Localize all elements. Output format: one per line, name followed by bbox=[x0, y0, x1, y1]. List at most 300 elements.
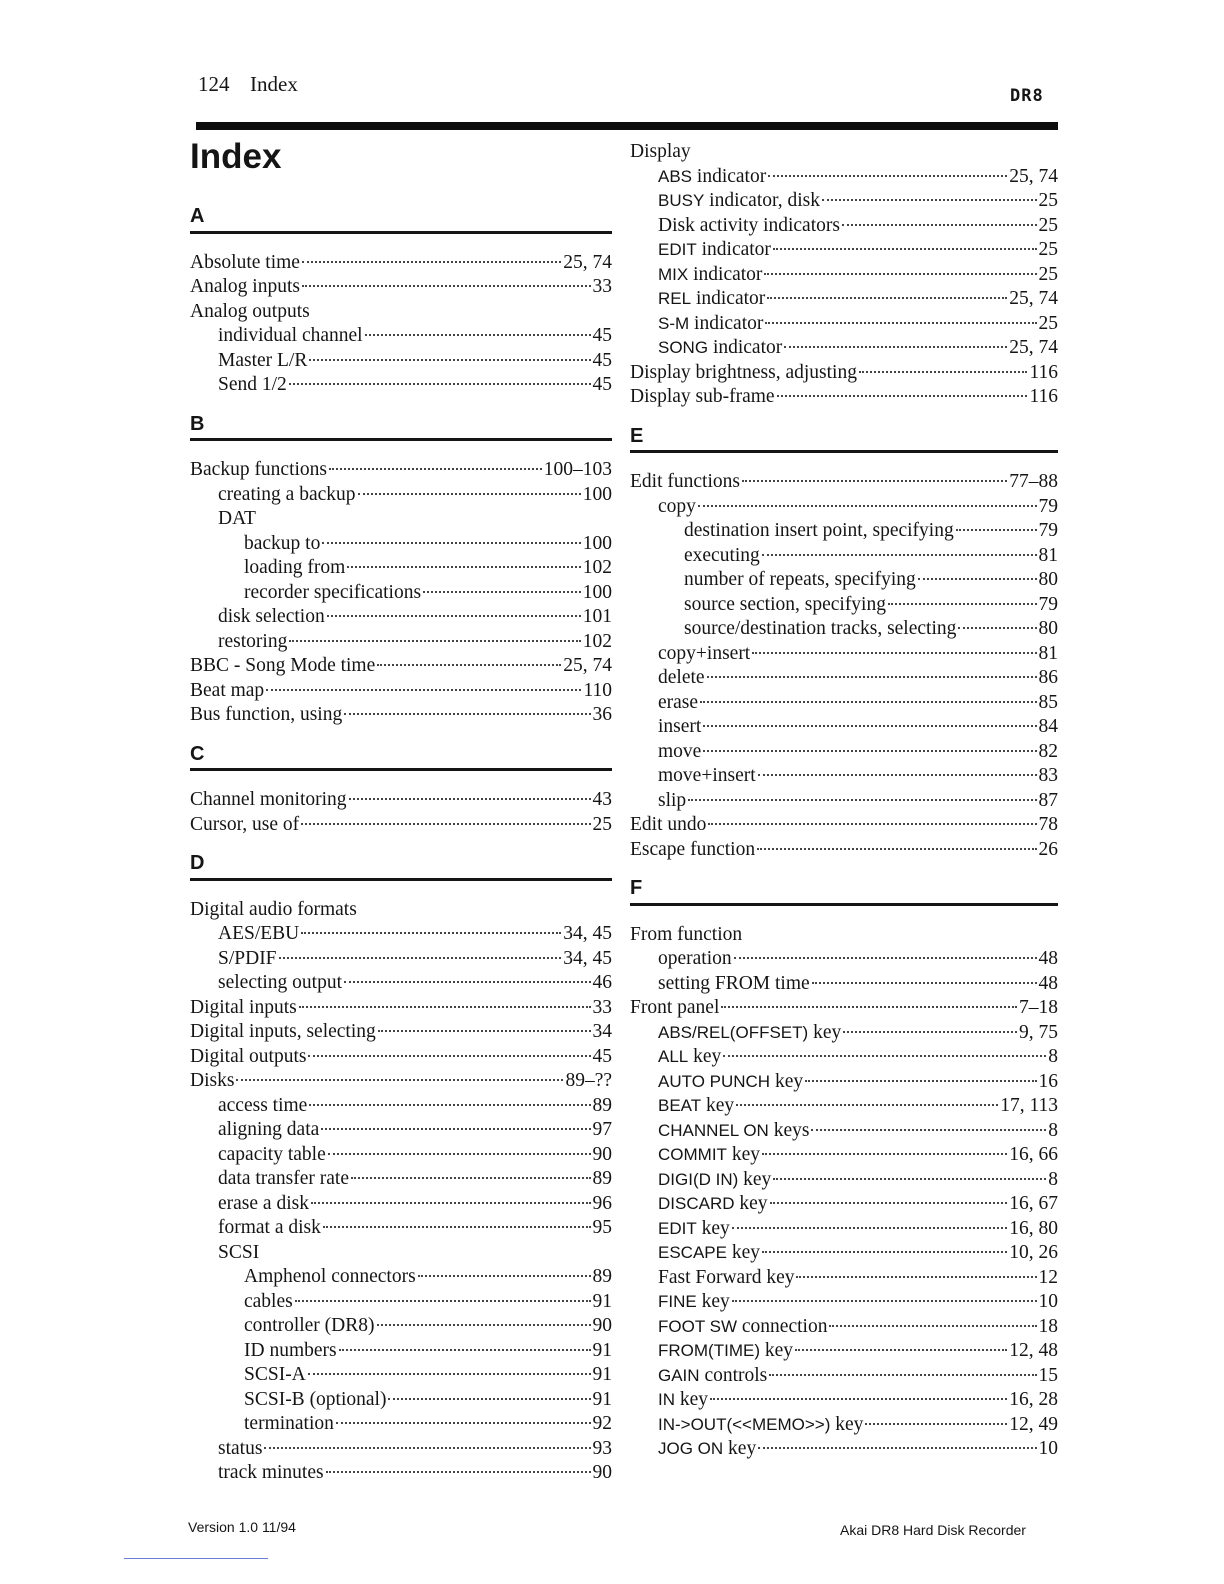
index-entry bbox=[630, 1070, 1058, 1095]
entry-term-group bbox=[658, 1021, 841, 1046]
entry-pages: 100 bbox=[582, 483, 612, 505]
index-entry bbox=[190, 1265, 612, 1290]
section-letter-heading: F bbox=[630, 877, 643, 899]
entry-pages: 12 bbox=[1038, 1266, 1058, 1288]
entry-term: disk selection bbox=[218, 606, 325, 627]
entry-term: key bbox=[731, 1144, 760, 1165]
entry-term: S/PDIF bbox=[218, 947, 277, 969]
entry-term: copy bbox=[658, 495, 696, 517]
entry-term-group bbox=[658, 495, 696, 520]
dot-leader bbox=[703, 725, 1036, 727]
entry-term: controls bbox=[704, 1364, 768, 1386]
index-entry bbox=[630, 1168, 1058, 1193]
entry-pages: 7–18 bbox=[1019, 997, 1058, 1018]
index-entry bbox=[190, 947, 612, 972]
index-entry bbox=[190, 605, 612, 630]
dot-leader bbox=[344, 981, 590, 983]
entry-term-group bbox=[684, 568, 916, 593]
entry-term-group bbox=[658, 972, 810, 997]
entry-pages: 81 bbox=[1038, 544, 1058, 566]
entry-term: key bbox=[701, 1291, 730, 1312]
entry-key-label: S-M bbox=[658, 313, 690, 333]
entry-term: key bbox=[701, 1217, 730, 1239]
index-entry bbox=[630, 140, 1058, 165]
index-entry bbox=[630, 1364, 1058, 1389]
index-entry bbox=[630, 519, 1058, 544]
entry-pages: 90 bbox=[592, 1315, 612, 1336]
index-entry bbox=[190, 1363, 612, 1388]
index-entry bbox=[630, 715, 1058, 740]
dot-leader bbox=[723, 1055, 1046, 1057]
index-entry bbox=[190, 251, 612, 276]
entry-pages: 100 bbox=[582, 581, 612, 603]
index-entry bbox=[190, 532, 612, 557]
entry-term-group bbox=[658, 1339, 793, 1364]
entry-term-group bbox=[630, 813, 706, 838]
entry-term-group bbox=[218, 1241, 259, 1266]
dot-leader bbox=[321, 1128, 590, 1130]
dot-leader bbox=[418, 1275, 591, 1277]
index-entry bbox=[630, 1192, 1058, 1217]
entry-term-group bbox=[218, 1167, 349, 1192]
entry-pages: 102 bbox=[582, 557, 612, 578]
index-entry bbox=[630, 617, 1058, 642]
dot-leader bbox=[859, 371, 1028, 373]
entry-pages: 87 bbox=[1038, 789, 1058, 811]
entry-term-group bbox=[658, 1094, 734, 1119]
entry-term: insert bbox=[658, 716, 702, 737]
dot-leader bbox=[784, 346, 1007, 348]
entry-term: Master L/R bbox=[218, 349, 308, 371]
entry-key-label: JOG ON bbox=[658, 1439, 724, 1458]
entry-term: SCSI bbox=[218, 1241, 260, 1263]
index-entry bbox=[630, 923, 1058, 948]
entry-term-group bbox=[658, 947, 732, 972]
entry-term: Fast Forward key bbox=[658, 1266, 795, 1288]
index-entry bbox=[630, 666, 1058, 691]
entry-pages: 85 bbox=[1038, 691, 1058, 713]
entry-term-group bbox=[218, 971, 342, 996]
entry-term: Digital inputs bbox=[190, 996, 297, 1018]
entry-pages: 25 bbox=[1038, 239, 1058, 260]
index-column-left bbox=[190, 134, 612, 1486]
section-letter-heading: B bbox=[190, 412, 205, 435]
entry-term: status bbox=[218, 1437, 263, 1459]
entry-term: move+insert bbox=[658, 765, 756, 786]
entry-term: DAT bbox=[218, 508, 256, 529]
entry-term-group bbox=[684, 617, 956, 642]
entry-term-group bbox=[658, 336, 782, 361]
entry-term: Display brightness, adjusting bbox=[630, 361, 857, 383]
entry-term-group bbox=[190, 898, 357, 923]
entry-term-group bbox=[630, 140, 691, 165]
index-entry bbox=[630, 972, 1058, 997]
index-entry bbox=[190, 1094, 612, 1119]
entry-term: Edit functions bbox=[630, 471, 740, 492]
entry-key-label: BEAT bbox=[658, 1096, 702, 1115]
dot-leader bbox=[758, 1447, 1036, 1449]
entry-term: setting FROM time bbox=[658, 972, 810, 994]
entry-pages: 10 bbox=[1038, 1438, 1058, 1459]
entry-term: controller (DR8) bbox=[244, 1315, 375, 1336]
entry-key-label: ABS bbox=[658, 166, 693, 186]
dot-leader bbox=[736, 1104, 998, 1106]
entry-term-group bbox=[218, 324, 363, 349]
section-divider bbox=[630, 903, 1058, 906]
entry-key-label: REL bbox=[658, 289, 692, 308]
dot-leader bbox=[796, 1276, 1036, 1278]
entry-term-group bbox=[658, 1217, 730, 1242]
dot-leader bbox=[365, 334, 591, 336]
index-entry bbox=[190, 813, 612, 838]
entry-term: Absolute time bbox=[190, 251, 300, 273]
entry-term: Bus function, using bbox=[190, 704, 343, 725]
dot-leader bbox=[708, 823, 1036, 825]
dot-leader bbox=[918, 578, 1037, 580]
entry-term: ID numbers bbox=[244, 1339, 337, 1361]
dot-leader bbox=[329, 468, 542, 470]
entry-term-group bbox=[218, 373, 287, 398]
entry-pages: 46 bbox=[592, 972, 612, 993]
entry-pages: 91 bbox=[592, 1388, 612, 1410]
entry-pages: 80 bbox=[1038, 618, 1058, 639]
dot-leader bbox=[336, 1422, 591, 1424]
entry-term: Backup functions bbox=[190, 459, 328, 480]
entry-term-group bbox=[630, 385, 775, 410]
dot-leader bbox=[295, 1300, 591, 1302]
entry-term-group bbox=[658, 165, 766, 190]
entry-pages: 45 bbox=[592, 349, 612, 371]
entry-term: Analog outputs bbox=[190, 300, 310, 322]
entry-pages: 97 bbox=[592, 1119, 612, 1140]
index-entry bbox=[630, 1388, 1058, 1413]
dot-leader bbox=[266, 689, 581, 691]
index-entry bbox=[630, 1241, 1058, 1266]
dot-leader bbox=[289, 383, 591, 385]
dot-leader bbox=[264, 1447, 590, 1449]
entry-pages: 93 bbox=[592, 1437, 612, 1459]
entry-term: copy+insert bbox=[658, 642, 751, 664]
index-entry bbox=[630, 1045, 1058, 1070]
index-entry bbox=[190, 349, 612, 374]
entry-term-group bbox=[244, 556, 345, 581]
entry-pages: 48 bbox=[1038, 972, 1058, 994]
entry-term-group bbox=[630, 838, 755, 863]
entry-pages: 91 bbox=[592, 1339, 612, 1361]
dot-leader bbox=[378, 1030, 591, 1032]
entry-term-group bbox=[658, 1070, 803, 1095]
entry-term: selecting output bbox=[218, 972, 343, 993]
index-entry bbox=[190, 1339, 612, 1364]
footer-product: Akai DR8 Hard Disk Recorder bbox=[840, 1522, 1026, 1538]
entry-term: key bbox=[743, 1168, 772, 1190]
index-entry bbox=[630, 263, 1058, 288]
entry-term-group bbox=[218, 507, 256, 532]
entry-term-group bbox=[218, 1094, 307, 1119]
entry-term: key bbox=[728, 1438, 757, 1459]
entry-key-label: IN bbox=[658, 1390, 675, 1409]
entry-term: Disk activity indicators bbox=[658, 214, 840, 236]
section-letter-heading: C bbox=[190, 742, 205, 765]
entry-pages: 45 bbox=[592, 1045, 612, 1067]
entry-pages: 33 bbox=[592, 996, 612, 1018]
entry-term: creating a backup bbox=[218, 483, 356, 505]
entry-pages: 15 bbox=[1038, 1364, 1058, 1386]
index-entry bbox=[630, 838, 1058, 863]
entry-term: restoring bbox=[218, 630, 288, 652]
entry-term-group bbox=[684, 593, 886, 618]
dot-leader bbox=[769, 1374, 1036, 1376]
dot-leader bbox=[767, 297, 1007, 299]
entry-term: Digital audio formats bbox=[190, 898, 357, 920]
dot-leader bbox=[762, 1153, 1007, 1155]
entry-pages: 12, 48 bbox=[1009, 1340, 1058, 1361]
index-entry bbox=[630, 1413, 1058, 1438]
entry-pages: 16, 28 bbox=[1009, 1389, 1058, 1410]
entry-pages: 95 bbox=[592, 1217, 612, 1238]
dot-leader bbox=[301, 823, 590, 825]
entry-term-group bbox=[218, 1118, 319, 1143]
index-entry bbox=[190, 1241, 612, 1266]
entry-term-group bbox=[244, 1388, 386, 1413]
entry-term: Digital inputs, selecting bbox=[190, 1021, 376, 1042]
index-entry bbox=[630, 495, 1058, 520]
entry-pages: 34 bbox=[592, 1021, 612, 1042]
entry-term: aligning data bbox=[218, 1119, 320, 1140]
dot-leader bbox=[956, 529, 1037, 531]
entry-pages: 34, 45 bbox=[563, 923, 612, 944]
entry-pages: 91 bbox=[592, 1364, 612, 1385]
entry-term: source/destination tracks, selecting bbox=[684, 618, 957, 639]
entry-key-label: GAIN bbox=[658, 1365, 700, 1385]
dot-leader bbox=[302, 285, 591, 287]
entry-term-group bbox=[658, 263, 762, 288]
entry-term-group bbox=[190, 813, 299, 838]
index-entry bbox=[190, 507, 612, 532]
dot-leader bbox=[768, 175, 1007, 177]
entry-pages: 9, 75 bbox=[1019, 1021, 1058, 1043]
entry-term-group bbox=[658, 1437, 756, 1462]
entry-term-group bbox=[190, 654, 375, 679]
entry-term: delete bbox=[658, 667, 705, 688]
entry-term: Display sub-frame bbox=[630, 386, 775, 407]
index-entry bbox=[630, 691, 1058, 716]
entry-key-label: CHANNEL ON bbox=[658, 1120, 769, 1140]
entry-term: BBC - Song Mode time bbox=[190, 655, 376, 676]
dot-leader bbox=[423, 591, 581, 593]
entry-pages: 45 bbox=[592, 325, 612, 346]
entry-term-group bbox=[244, 1314, 375, 1339]
entry-term-group bbox=[218, 1216, 321, 1241]
dot-leader bbox=[721, 1006, 1017, 1008]
index-entry bbox=[190, 581, 612, 606]
entry-term: key bbox=[764, 1340, 794, 1361]
entry-pages: 16, 67 bbox=[1009, 1193, 1058, 1214]
entry-pages: 86 bbox=[1038, 667, 1058, 688]
footer-version: Version 1.0 11/94 bbox=[188, 1519, 296, 1535]
entry-pages: 33 bbox=[592, 276, 612, 297]
entry-term-group bbox=[244, 1339, 337, 1364]
dot-leader bbox=[773, 248, 1037, 250]
entry-term-group bbox=[658, 1364, 767, 1389]
dot-leader bbox=[770, 1202, 1008, 1204]
entry-term: key bbox=[731, 1242, 761, 1263]
dot-leader bbox=[236, 1079, 563, 1081]
entry-term-group bbox=[658, 1168, 771, 1193]
section-divider bbox=[190, 878, 612, 881]
index-entry bbox=[630, 642, 1058, 667]
index-entry bbox=[630, 544, 1058, 569]
entry-pages: 78 bbox=[1038, 814, 1058, 835]
entry-term: key bbox=[706, 1095, 735, 1116]
header-rule bbox=[196, 122, 1058, 130]
entry-term: Channel monitoring bbox=[190, 789, 347, 810]
entry-term: loading from bbox=[244, 557, 346, 578]
entry-pages: 116 bbox=[1029, 361, 1058, 383]
entry-term-group bbox=[658, 1143, 760, 1168]
index-entry bbox=[190, 1216, 612, 1241]
entry-term: key bbox=[693, 1046, 722, 1067]
entry-pages: 16, 66 bbox=[1009, 1144, 1058, 1165]
entry-key-label: AUTO PUNCH bbox=[658, 1071, 771, 1091]
dot-leader bbox=[326, 1471, 591, 1473]
entry-pages: 96 bbox=[592, 1192, 612, 1214]
dot-leader bbox=[958, 627, 1036, 629]
index-entry bbox=[190, 483, 612, 508]
entry-term-group bbox=[658, 1192, 768, 1217]
entry-key-label: FROM(TIME) bbox=[658, 1341, 760, 1360]
entry-term: Front panel bbox=[630, 997, 720, 1018]
dot-leader bbox=[302, 261, 561, 263]
entry-term: move bbox=[658, 740, 702, 762]
entry-term: Digital outputs bbox=[190, 1045, 307, 1067]
entry-pages: 110 bbox=[583, 679, 612, 701]
section-divider bbox=[190, 768, 612, 771]
entry-term: indicator, disk bbox=[709, 190, 820, 211]
page-edge-line bbox=[124, 1558, 268, 1559]
entry-term-group bbox=[190, 679, 264, 704]
index-entry bbox=[190, 1412, 612, 1437]
index-entry bbox=[630, 361, 1058, 386]
section-letter-heading: A bbox=[190, 205, 205, 227]
dot-leader bbox=[732, 1300, 1037, 1302]
entry-pages: 43 bbox=[592, 789, 612, 810]
entry-key-label: ALL bbox=[658, 1047, 689, 1066]
entry-term: indicator bbox=[694, 312, 764, 334]
index-entry bbox=[190, 1020, 612, 1045]
dot-leader bbox=[752, 652, 1036, 654]
entry-term-group bbox=[658, 1266, 794, 1291]
dot-leader bbox=[299, 1006, 591, 1008]
entry-pages: 16, 80 bbox=[1009, 1217, 1058, 1239]
entry-key-label: SONG bbox=[658, 338, 709, 357]
entry-term-group bbox=[658, 715, 701, 740]
entry-key-label: DIGI(D IN) bbox=[658, 1169, 739, 1189]
entry-pages: 79 bbox=[1038, 495, 1058, 517]
entry-term-group bbox=[218, 605, 325, 630]
entry-term-group bbox=[658, 312, 763, 337]
entry-term: data transfer rate bbox=[218, 1168, 349, 1189]
entry-term: Disks bbox=[190, 1070, 235, 1091]
dot-leader bbox=[764, 273, 1036, 275]
entry-term: key bbox=[835, 1413, 864, 1435]
entry-term: indicator bbox=[696, 165, 767, 187]
entry-term: Send 1/2 bbox=[218, 374, 287, 395]
dot-leader bbox=[308, 1373, 591, 1375]
dot-leader bbox=[732, 1227, 1007, 1229]
index-entry bbox=[630, 1021, 1058, 1046]
entry-term-group bbox=[244, 1363, 306, 1388]
index-entry bbox=[190, 1167, 612, 1192]
dot-leader bbox=[805, 1080, 1036, 1082]
entry-pages: 80 bbox=[1038, 569, 1058, 590]
index-entry bbox=[190, 922, 612, 947]
dot-leader bbox=[328, 1153, 591, 1155]
index-entry bbox=[190, 1290, 612, 1315]
dot-leader bbox=[349, 798, 591, 800]
dot-leader bbox=[309, 1104, 590, 1106]
index-entry bbox=[630, 385, 1058, 410]
index-entry bbox=[630, 189, 1058, 214]
entry-pages: 102 bbox=[582, 630, 612, 652]
entry-term: Analog inputs bbox=[190, 276, 300, 297]
dot-leader bbox=[742, 480, 1007, 482]
dot-leader bbox=[388, 1398, 590, 1400]
index-entry bbox=[190, 275, 612, 300]
entry-term: source section, specifying bbox=[684, 593, 886, 615]
index-entry bbox=[190, 996, 612, 1021]
entry-term: erase a disk bbox=[218, 1192, 309, 1214]
index-entry bbox=[630, 593, 1058, 618]
entry-term-group bbox=[658, 1290, 730, 1315]
entry-pages: 89 bbox=[592, 1168, 612, 1189]
section-divider bbox=[630, 450, 1058, 453]
entry-term-group bbox=[218, 1437, 262, 1462]
entry-term-group bbox=[244, 581, 421, 606]
index-entry bbox=[630, 1437, 1058, 1462]
entry-term: number of repeats, specifying bbox=[684, 569, 916, 590]
dot-leader bbox=[377, 664, 561, 666]
entry-term-group bbox=[190, 275, 300, 300]
entry-term-group bbox=[190, 1069, 234, 1094]
entry-pages: 83 bbox=[1038, 765, 1058, 786]
dot-leader bbox=[301, 932, 561, 934]
index-entry bbox=[190, 324, 612, 349]
entry-term-group bbox=[658, 691, 698, 716]
index-entry bbox=[630, 1217, 1058, 1242]
entry-term: termination bbox=[244, 1413, 334, 1434]
entry-pages: 100–103 bbox=[543, 459, 612, 480]
index-entry bbox=[190, 1437, 612, 1462]
entry-pages: 116 bbox=[1029, 386, 1058, 407]
index-entry bbox=[630, 813, 1058, 838]
dot-leader bbox=[734, 957, 1037, 959]
entry-term-group bbox=[244, 1412, 334, 1437]
entry-pages: 92 bbox=[592, 1413, 612, 1434]
entry-key-label: BUSY bbox=[658, 191, 705, 210]
entry-pages: 45 bbox=[592, 374, 612, 395]
entry-term: format a disk bbox=[218, 1217, 321, 1238]
dot-leader bbox=[323, 1226, 591, 1228]
entry-pages: 90 bbox=[592, 1462, 612, 1483]
entry-pages: 18 bbox=[1038, 1315, 1058, 1337]
entry-pages: 25 bbox=[592, 813, 612, 835]
page-title: Index bbox=[190, 137, 282, 176]
dot-leader bbox=[829, 1325, 1036, 1327]
dot-leader bbox=[688, 799, 1036, 801]
entry-pages: 25, 74 bbox=[563, 251, 612, 273]
entry-term-group bbox=[658, 1413, 863, 1438]
